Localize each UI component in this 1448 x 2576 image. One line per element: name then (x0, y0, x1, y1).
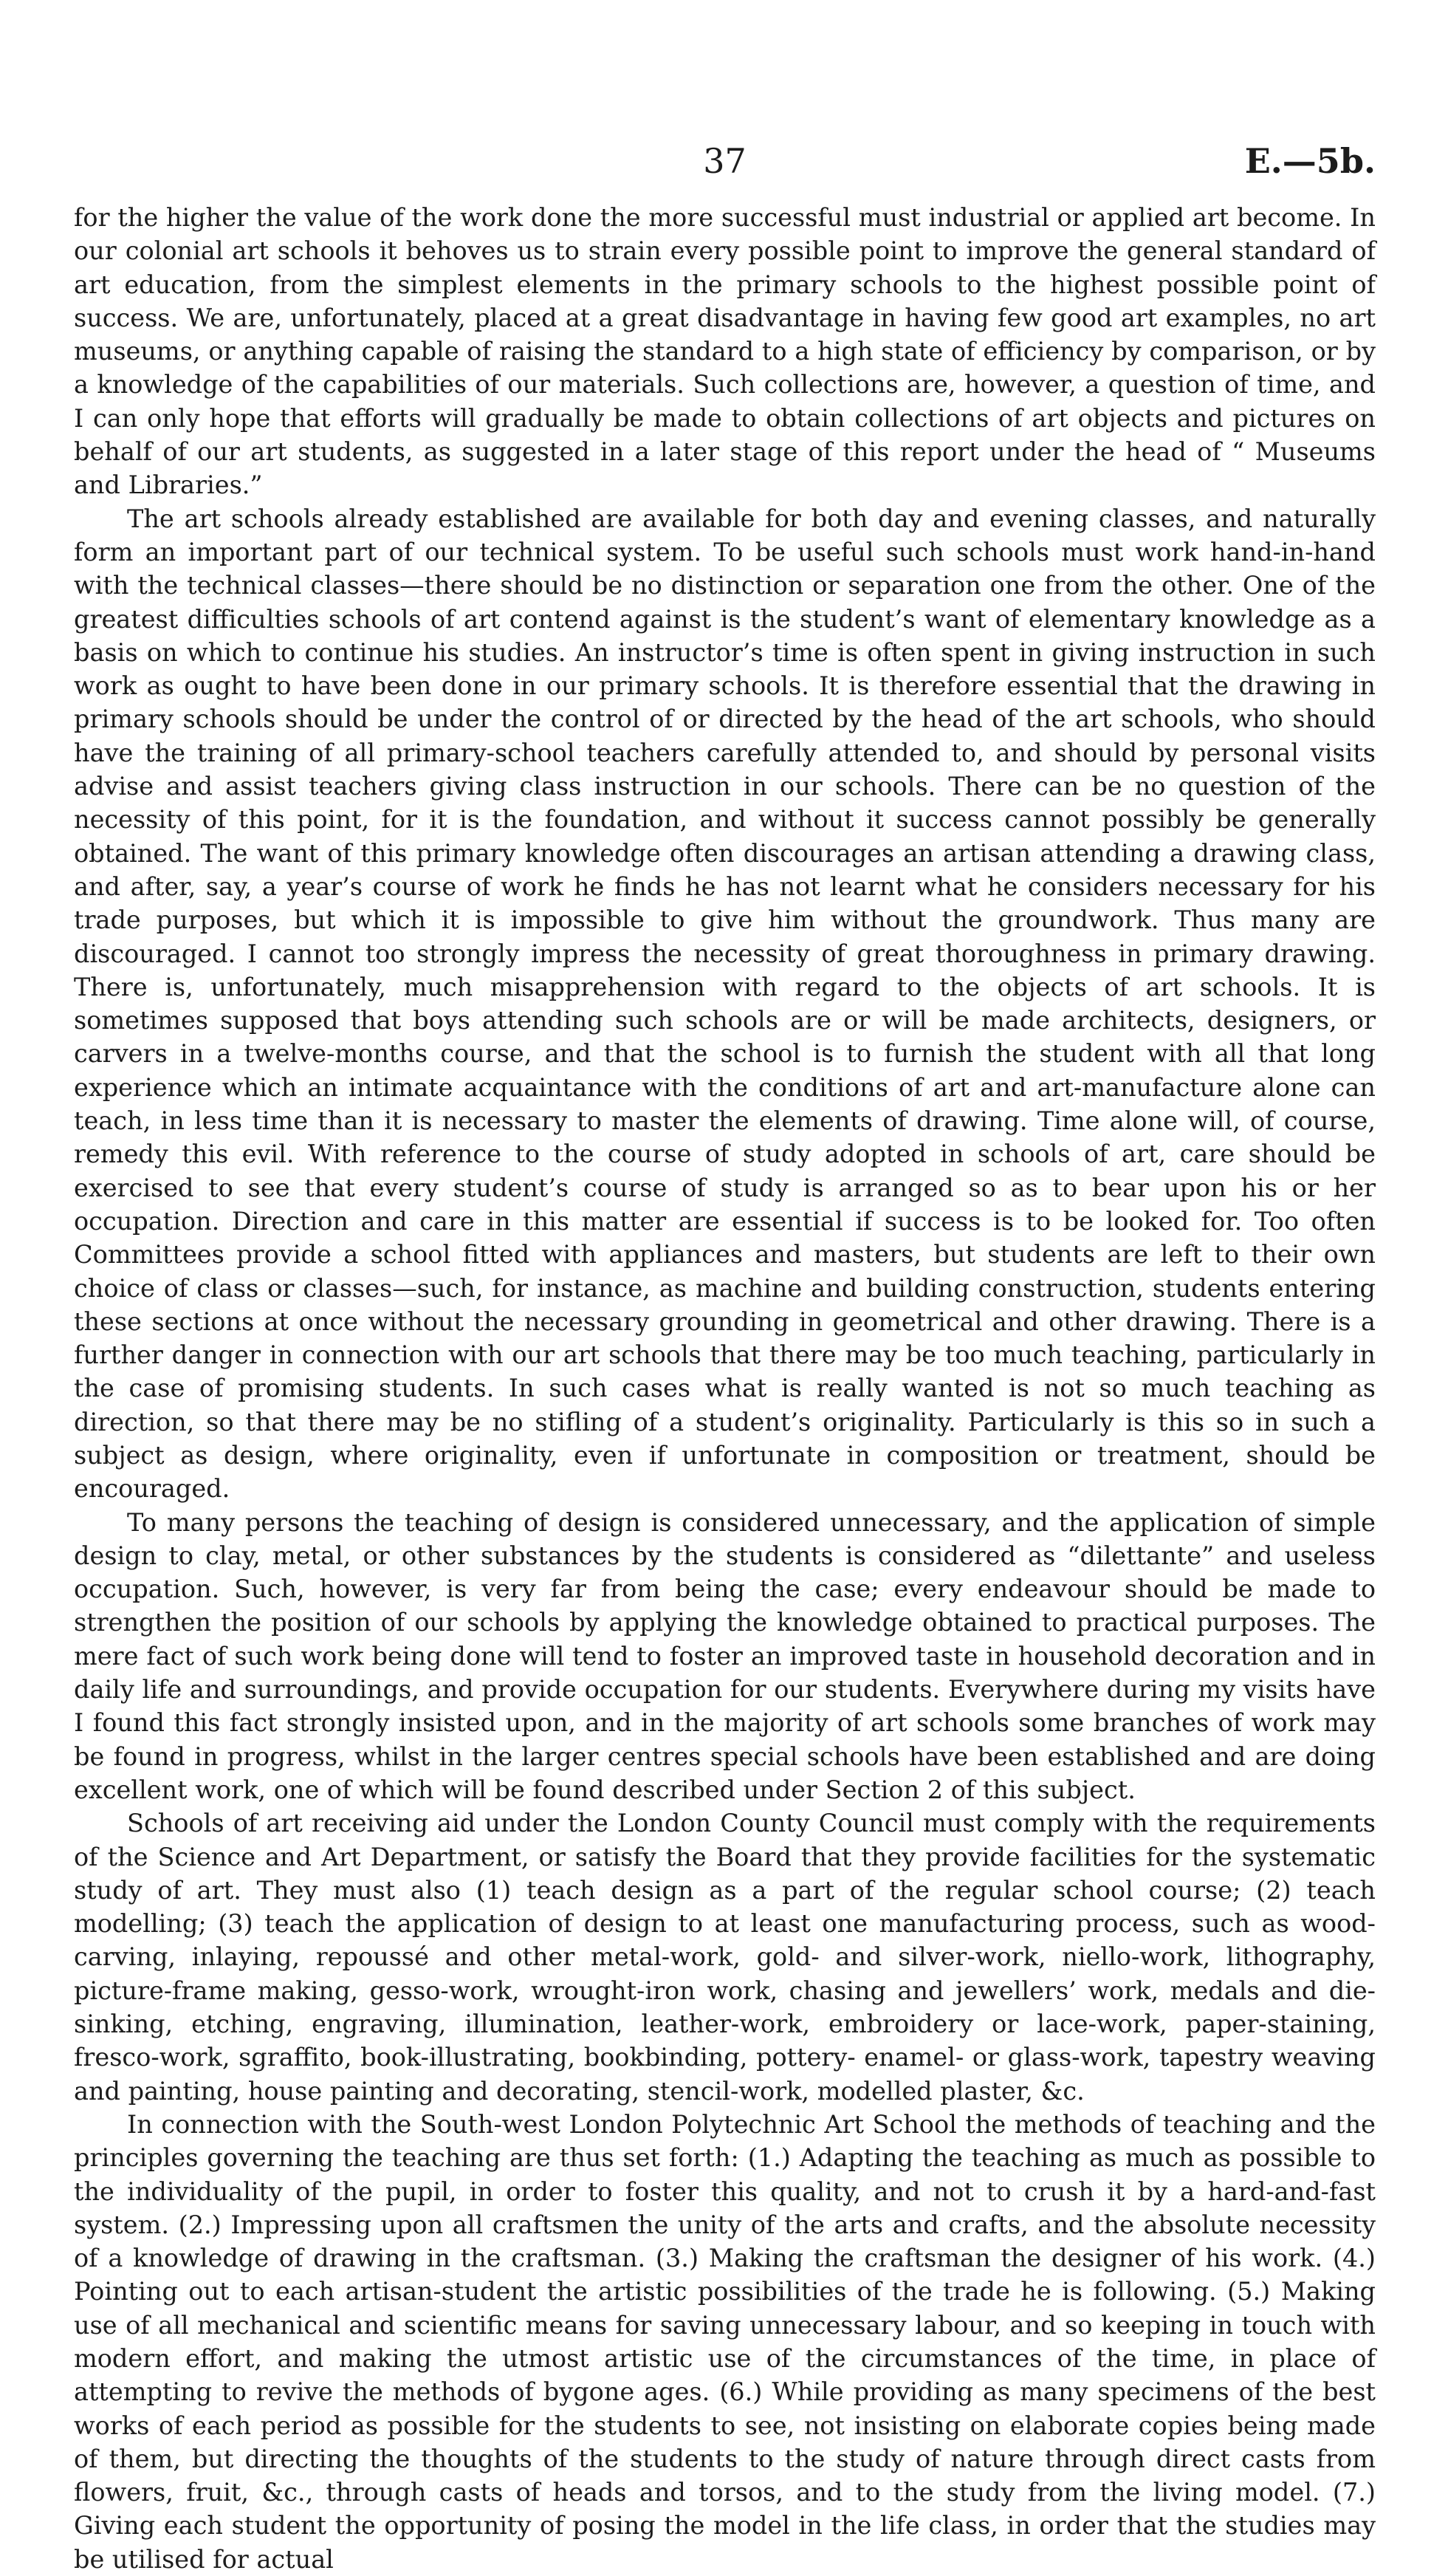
page-header (74, 139, 1376, 191)
paragraph-south-west-polytechnic: In connection with the South-west London Polytechnic Art School the methods of teaching and the principles governing the teaching are thus set forth: (1.) Adapting the teaching as much as possible to the individuality of the pupil, in order to foster this quality, and not to crush it by a hard-and-fast system. (2.) Impressing upon all craftsmen the unity of the arts and crafts, and the absolute necessity of a knowledge of drawing in the craftsman. (3.) Making the craftsman the designer of his work. (4.) Pointing out to each artisan-student the artistic possibilities of the trade he is following. (5.) Making use of all mechanical and scientific means for saving unnecessary labour, and so keeping in touch with modern effort, and making the utmost artistic use of the circumstances of the time, in place of attempting to revive the methods of bygone ages. (6.) While providing as many specimens of the best works of each period as possible for the students to see, not insisting on elaborate copies being made of them, but directing the thoughts of the students to the study of nature through direct casts from flowers, fruit, &c., through casts of heads and torsos, and to the study from the living model. (7.) Giving each student the opportunity of posing the model in the life class, in order that the studies may be utilised for actual (74, 2109, 1376, 2574)
body-text (74, 201, 1376, 2576)
paragraph-london-county-council: Schools of art receiving aid under the London County Council must comply with the requirements of the Science and Art Department, or satisfy the Board that they provide facilities for the systematic study of art. They must also (1) teach design as a part of the regular school course; (2) teach modelling; (3) teach the application of design to at least one manufacturing process, such as wood-carving, inlaying, repoussé and other metal-work, gold- and silver-work, niello-work, lithography, picture-frame making, gesso-work, wrought-iron work, chasing and jewellers’ work, medals and die-sinking, etching, engraving, illumination, leather-work, embroidery or lace-work, paper-staining, fresco-work, sgraffito, book-illustrating, bookbinding, pottery- enamel- or glass-work, tapestry weaving and painting, house painting and decorating, stencil-work, modelled plaster, &c. (74, 1809, 1376, 2106)
paragraph-art-schools: The art schools already established are available for both day and evening classes, and naturally form an important part of our technical system. To be useful such schools must work hand-in-hand with the technical classes—there should be no distinction or separation one from the other. One of the greatest difficulties schools of art contend against is the student’s want of elementary knowledge as a basis on which to continue his studies. An instructor’s time is often spent in giving instruction in such work as ought to have been done in our primary schools. It is therefore essential that the drawing in primary schools should be under the control of or directed by the head of the art schools, who should have the training of all primary-school teachers carefully attended to, and should by personal visits advise and assist teachers giving class instruction in our schools. There can be no question of the necessity of this point, for it is the foundation, and without it success cannot possibly be generally obtained. The want of this primary knowledge often discourages an artisan attending a drawing class, and after, say, a year’s course of work he finds he has not learnt what he considers necessary for his trade purposes, but which it is impossible to give him without the groundwork. Thus many are discouraged. I cannot too strongly impress the necessity of great thoroughness in primary drawing. There is, unfortunately, much misapprehension with regard to the objects of art schools. It is sometimes supposed that boys attending such schools are or will be made architects, designers, or carvers in a twelve-months course, and that the school is to furnish the student with all that long experience which an intimate acquaintance with the conditions of art and art-manufacture alone can teach, in less time than it is necessary to master the elements of drawing. Time alone will, of course, remedy this evil. With reference to the course of study adopted in schools of art, care should be exercised to see that every student’s course of study is arranged so as to bear upon his or her occupation. Direction and care in this matter are essential if success is to be looked for. Too often Committees provide a school fitted with appliances and masters, but students are left to their own choice of class or classes—such, for instance, as machine and building construction, students entering these sections at once without the necessary grounding in geometrical and other drawing. There is a further danger in connection with our art schools that there may be too much teaching, particularly in the case of promising students. In such cases what is really wanted is not so much teaching as direction, so that there may be no stifling of a student’s originality. Particularly is this so in such a subject as design, where originality, even if unfortunate in composition or treatment, should be encouraged. (74, 504, 1376, 1504)
paragraph-continuation: for the higher the value of the work done the more successful must industrial or applied art become. In our colonial art schools it behoves us to strain every possible point to improve the general standard of art education, from the simplest elements in the primary schools to the highest possible point of success. We are, unfortunately, placed at a great disadvantage in having few good art examples, no art museums, or anything capable of raising the standard to a high state of efficiency by comparison, or by a knowledge of the capabilities of our materials. Such collections are, however, a question of time, and I can only hope that efforts will gradually be made to obtain collections of art objects and pictures on behalf of our art students, as suggested in a later stage of this report under the head of “ Museums and Libraries.” (74, 203, 1376, 500)
document-code: E.—5b. (1244, 141, 1376, 181)
page-number: 37 (703, 141, 747, 181)
paragraph-teaching-design: To many persons the teaching of design is considered unnecessary, and the application of simple design to clay, metal, or other substances by the students is considered as “dilettante” and useless occupation. Such, however, is very far from being the case; every endeavour should be made to strengthen the position of our schools by applying the knowledge obtained to practical purposes. The mere fact of such work being done will tend to foster an improved taste in household decoration and in daily life and surroundings, and provide occupation for our students. Everywhere during my visits have I found this fact strongly insisted upon, and in the majority of art schools some branches of work may be found in progress, whilst in the larger centres special schools have been established and are doing excellent work, one of which will be found described under Section 2 of this subject. (74, 1507, 1376, 1804)
